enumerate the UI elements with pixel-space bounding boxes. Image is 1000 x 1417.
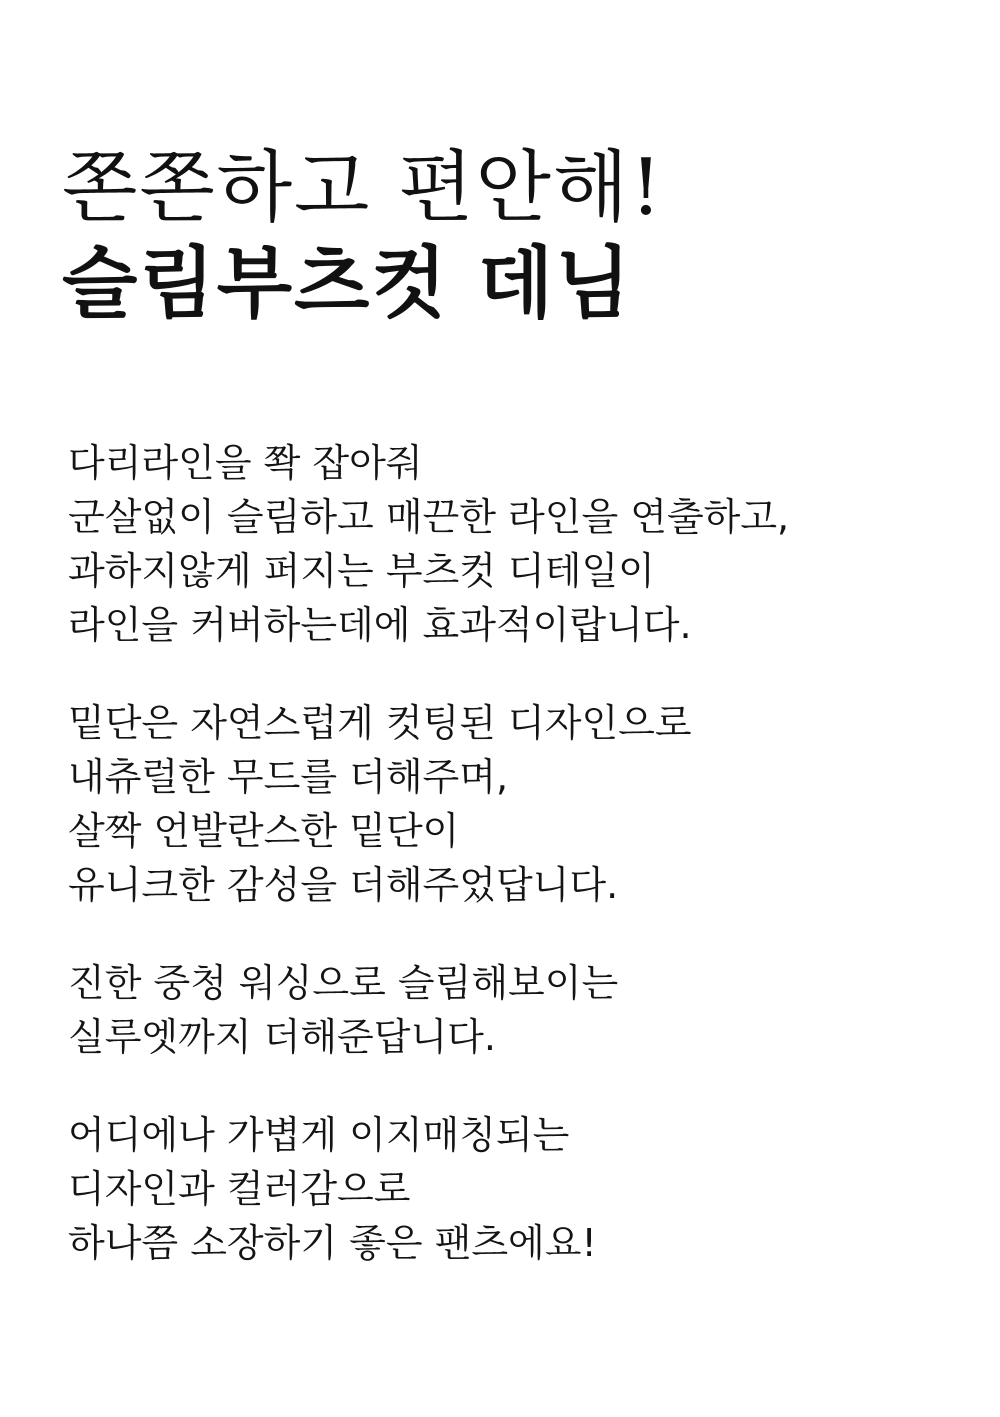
paragraph-line: 내츄럴한 무드를 더해주며, — [68, 755, 509, 799]
paragraph-line: 실루엣까지 더해준답니다. — [68, 1015, 496, 1059]
paragraph-wash — [68, 956, 948, 1064]
paragraph-line: 다리라인을 쫙 잡아줘 — [68, 441, 423, 485]
paragraph-line: 어디에나 가볍게 이지매칭되는 — [68, 1113, 570, 1157]
paragraph-line: 과하지않게 퍼지는 부츠컷 디테일이 — [68, 549, 655, 593]
paragraph-styling — [68, 1108, 948, 1270]
paragraph-line: 유니크한 감성을 더해주었답니다. — [68, 863, 619, 907]
title-product-name: 슬림부츠컷 데님 — [62, 238, 633, 329]
title-block — [62, 140, 942, 332]
paragraph-line: 진한 중청 워싱으로 슬림해보이는 — [68, 961, 619, 1005]
paragraph-line: 하나쯤 소장하기 좋은 팬츠에요! — [68, 1221, 597, 1265]
paragraph-line: 밑단은 자연스럽게 컷팅된 디자인으로 — [68, 701, 692, 745]
paragraph-fit — [68, 436, 948, 652]
paragraph-line: 군살없이 슬림하고 매끈한 라인을 연출하고, — [68, 495, 790, 539]
paragraph-line: 라인을 커버하는데에 효과적이랍니다. — [68, 603, 692, 647]
paragraph-hem — [68, 696, 948, 912]
paragraph-line: 디자인과 컬러감으로 — [68, 1167, 411, 1211]
title-tagline: 쫀쫀하고 편안해! — [62, 143, 664, 233]
description-body — [68, 436, 948, 1314]
paragraph-line: 살짝 언발란스한 밑단이 — [68, 809, 460, 853]
